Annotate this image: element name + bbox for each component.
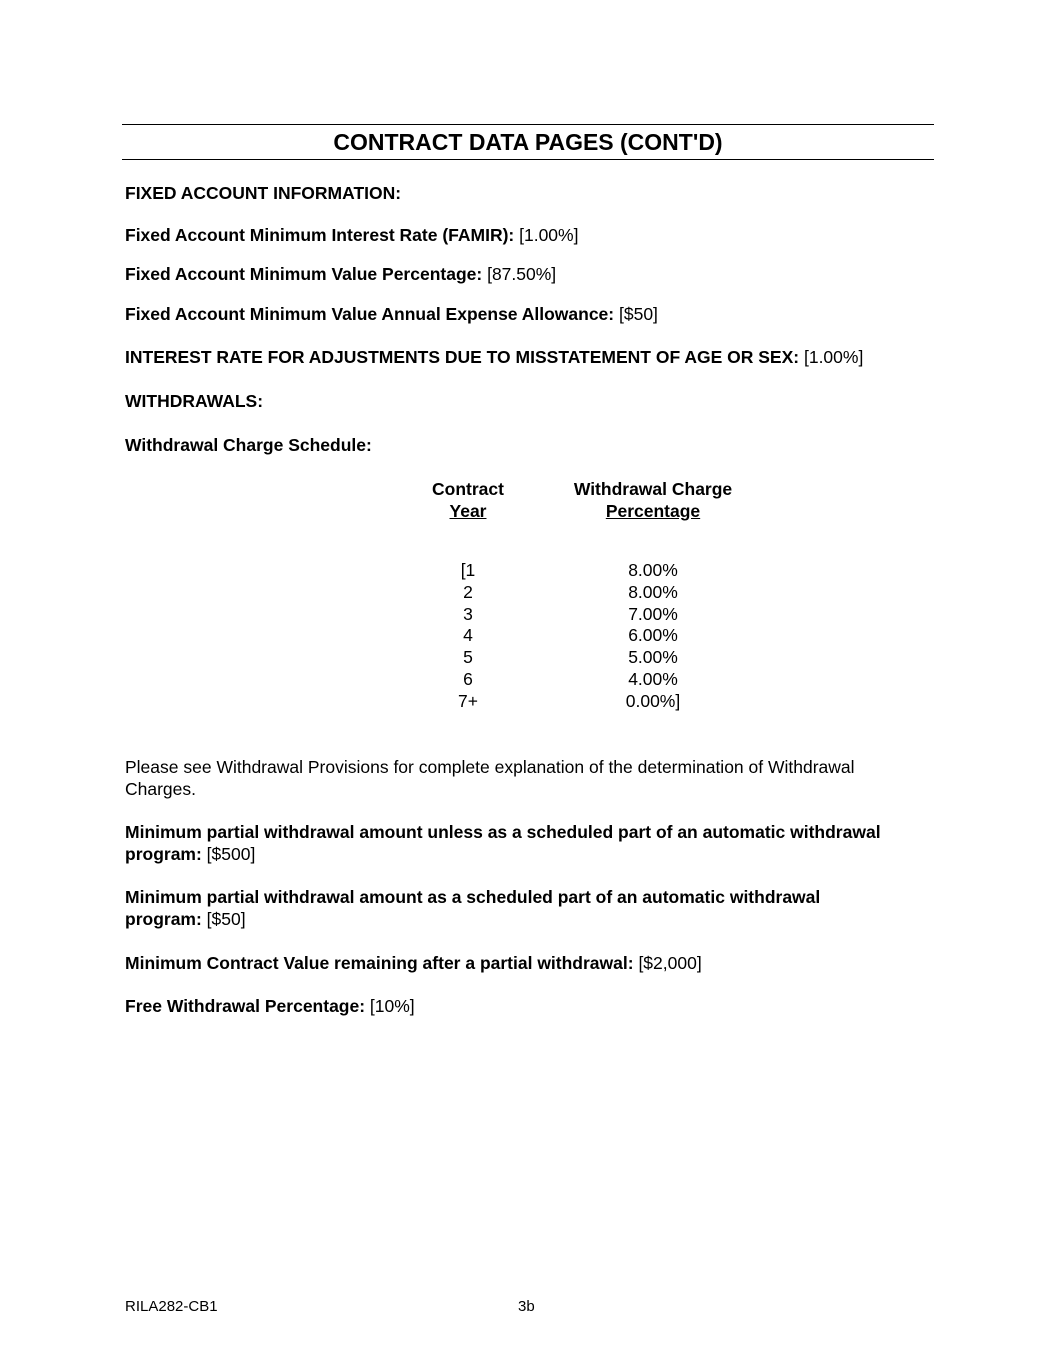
table-cell-percentage: 6.00%	[628, 625, 678, 646]
footer-form-number: RILA282-CB1	[125, 1298, 218, 1315]
min-partial-scheduled-line	[125, 886, 895, 930]
free-withdrawal-label: Free Withdrawal Percentage:	[125, 996, 366, 1016]
table-cell-year: 5	[463, 647, 473, 668]
famir-label: Fixed Account Minimum Interest Rate (FAMIR):	[125, 225, 515, 245]
table-cell-percentage: 4.00%	[628, 669, 678, 689]
table-header-charge-percentage-line1: Withdrawal Charge	[573, 479, 733, 499]
free-withdrawal-value: [10%]	[365, 996, 415, 1016]
table-header-charge-percentage	[548, 478, 758, 522]
table-cell-percentage: 8.00%	[628, 581, 678, 602]
free-withdrawal-line	[125, 995, 935, 1017]
min-remaining-line	[125, 952, 935, 974]
withdrawals-section-title: WITHDRAWALS:	[125, 391, 264, 411]
interest-rate-line	[125, 346, 935, 368]
expense-allowance-value: [$50]	[614, 304, 658, 324]
famir-line	[125, 224, 935, 246]
table-cell-percentage: 0.00%]	[625, 690, 681, 711]
table-cell-year: 7+	[458, 690, 478, 711]
table-cell-percentage: 7.00%	[628, 603, 678, 624]
min-remaining-value: [$2,000]	[633, 953, 702, 973]
table-header-contract-year	[408, 478, 528, 522]
min-value-pct-line	[125, 263, 935, 285]
min-value-pct-value: [87.50%]	[482, 264, 557, 284]
min-partial-scheduled-label: Minimum partial withdrawal amount as a scheduled part of an automatic withdrawal program:	[125, 887, 821, 929]
withdrawal-schedule-title: Withdrawal Charge Schedule:	[125, 435, 372, 455]
min-partial-unscheduled-label: Minimum partial withdrawal amount unless as a scheduled part of an automatic withdrawal program:	[125, 822, 881, 864]
table-cell-year: 2	[463, 581, 473, 602]
table-cell-year: 3	[463, 603, 473, 624]
interest-rate-value: [1.00%]	[799, 347, 864, 367]
table-cell-year: 6	[463, 669, 473, 689]
table-header-contract-year-line1: Contract	[432, 479, 504, 499]
famir-value: [1.00%]	[514, 225, 579, 245]
fixed-account-section-title: FIXED ACCOUNT INFORMATION:	[125, 183, 402, 203]
expense-allowance-line	[125, 303, 935, 325]
expense-allowance-label: Fixed Account Minimum Value Annual Expense Allowance:	[125, 304, 615, 324]
min-partial-scheduled-value: [$50]	[201, 909, 246, 929]
withdrawal-provisions-note: Please see Withdrawal Provisions for complete explanation of the determination of Withdrawal Charges.	[125, 757, 855, 799]
min-partial-unscheduled-value: [$500]	[201, 844, 256, 864]
table-cell-percentage: 8.00%	[628, 560, 678, 580]
min-value-pct-label: Fixed Account Minimum Value Percentage:	[125, 264, 483, 284]
min-partial-unscheduled-line	[125, 821, 885, 865]
table-header-charge-percentage-line2: Percentage	[605, 501, 701, 521]
table-header-contract-year-line2: Year	[449, 501, 487, 521]
table-cell-percentage: 5.00%	[628, 647, 678, 668]
footer-page-number: 3b	[518, 1298, 535, 1315]
table-cell-year: 4	[463, 625, 473, 646]
page-title: CONTRACT DATA PAGES (CONT'D)	[122, 124, 934, 160]
interest-rate-label: INTEREST RATE FOR ADJUSTMENTS DUE TO MISSTATEMENT OF AGE OR SEX:	[125, 347, 800, 367]
table-cell-year: [1	[460, 560, 476, 580]
min-remaining-label: Minimum Contract Value remaining after a partial withdrawal:	[125, 953, 634, 973]
